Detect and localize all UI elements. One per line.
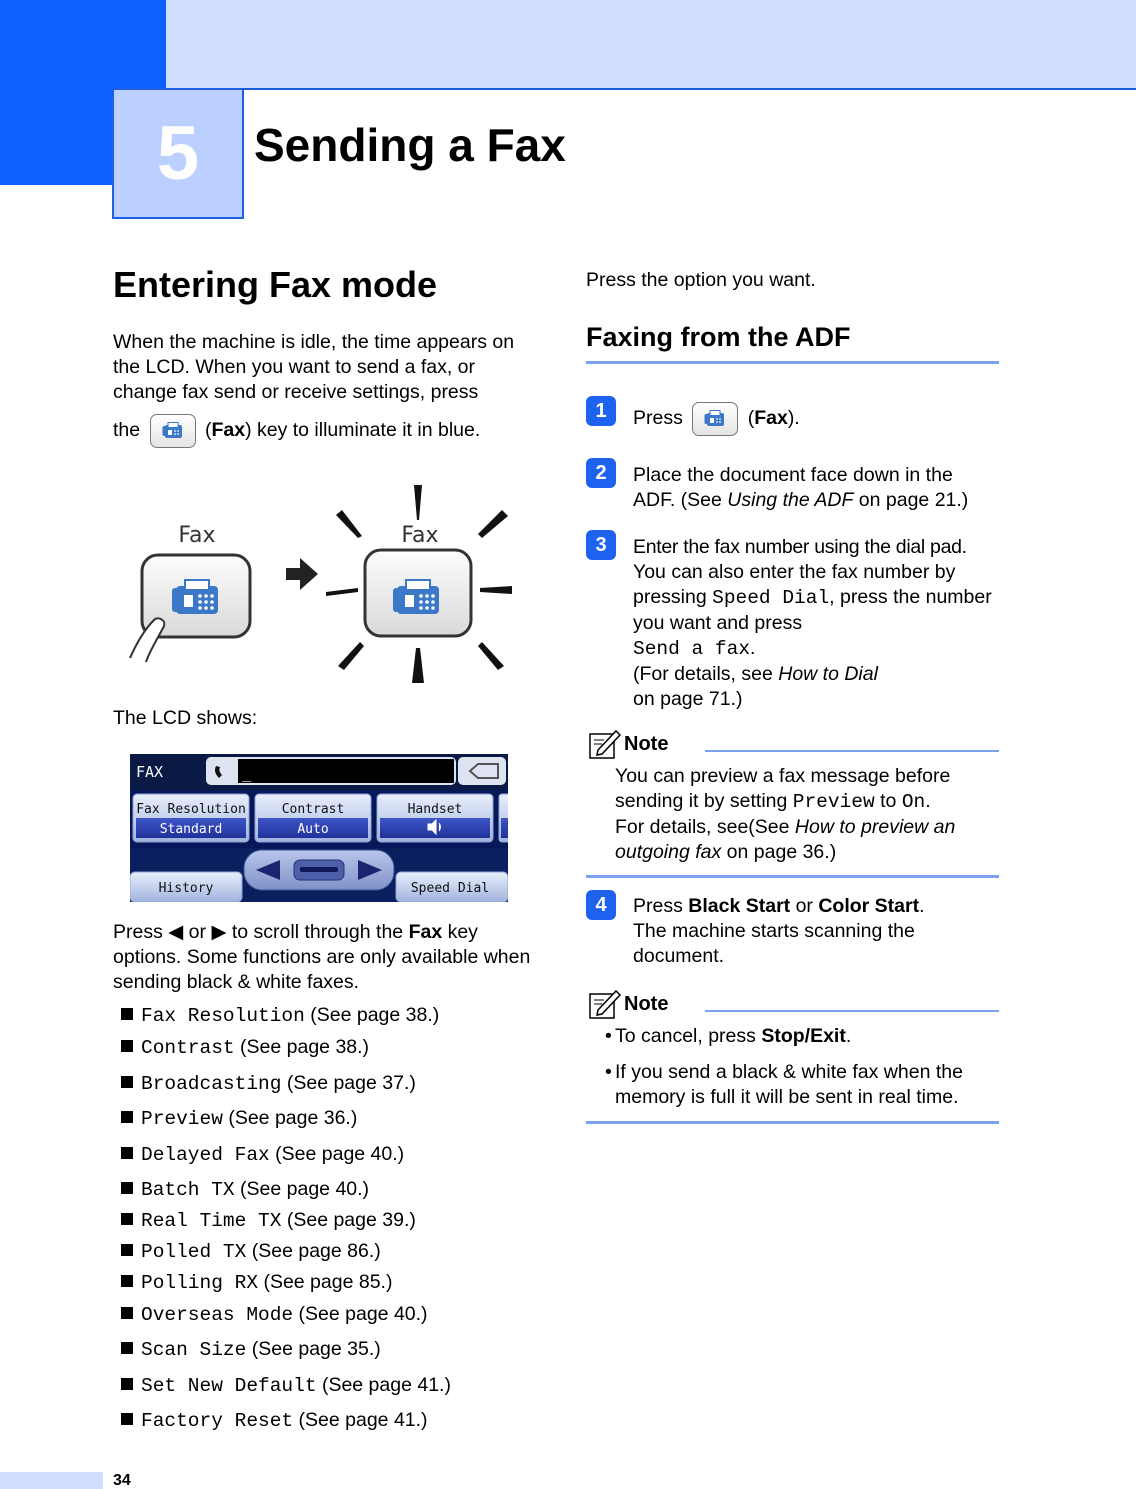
fax-key-icon — [692, 402, 738, 436]
step-4-number: 4 — [586, 890, 616, 920]
bullet-square-icon — [121, 1342, 133, 1354]
bullet-dot: • — [605, 1061, 612, 1083]
note-2-header: Note — [588, 988, 668, 1020]
step-3-text: Enter the fax number using the dial pad. You can also enter the fax number by pressing Speed Dial, press the number you want and press Send a fax. (For details, see How to Dial on page 71.) — [633, 536, 992, 710]
chapter-title: Sending a Fax — [254, 119, 566, 171]
chapter-number-box — [112, 88, 244, 219]
bullet-square-icon — [121, 1147, 133, 1159]
step-1-text: Press (Fax). — [633, 402, 998, 436]
list-item: Fax Resolution (See page 38.) — [121, 1004, 439, 1027]
scroll-paragraph: Press ◀ or ▶ to scroll through the Fax key options. Some functions are only available when sending black & white faxes. — [113, 921, 531, 993]
fax-label-right: Fax — [401, 523, 439, 548]
bullet-square-icon — [121, 1307, 133, 1319]
list-item: Overseas Mode (See page 40.) — [121, 1303, 428, 1326]
intro-the: the — [113, 419, 141, 442]
svg-text:Auto: Auto — [297, 822, 329, 837]
subsection-title: Faxing from the ADF — [586, 322, 851, 352]
step-4-text: Press Black Start or Color Start. The machine starts scanning the document. — [633, 895, 925, 967]
lcd-button-handset — [377, 794, 493, 842]
bullet-dot: • — [605, 1025, 612, 1047]
lcd-button-fax-resolution — [133, 794, 249, 842]
bullet-square-icon — [121, 1275, 133, 1287]
note-1-body: You can preview a fax message before sending it by setting Preview to On. For details, see(See How to preview an outgoing fax on page 36.) — [615, 765, 956, 863]
svg-text:Handset: Handset — [407, 802, 463, 817]
lcd-speed-dial-button: Speed Dial — [410, 881, 490, 896]
press-option-text: Press the option you want. — [586, 269, 816, 291]
bullet-square-icon — [121, 1076, 133, 1088]
section-title: Entering Fax mode — [113, 264, 438, 305]
list-item: Polled TX (See page 86.) — [121, 1240, 381, 1263]
fax-key-icon — [150, 414, 196, 448]
list-item: Factory Reset (See page 41.) — [121, 1409, 428, 1432]
chapter-number: 5 — [156, 111, 200, 196]
step-1-number: 1 — [586, 396, 616, 426]
bullet-square-icon — [121, 1244, 133, 1256]
list-item: Preview (See page 36.) — [121, 1107, 357, 1130]
bullet-square-icon — [121, 1008, 133, 1020]
bullet-square-icon — [121, 1040, 133, 1052]
note-2-bottom-rule — [586, 1121, 999, 1124]
page-number: 34 — [113, 1472, 131, 1489]
list-item: Broadcasting (See page 37.) — [121, 1072, 416, 1095]
list-item: Delayed Fax (See page 40.) — [121, 1143, 404, 1166]
header-rule — [166, 88, 1136, 90]
footer-bar — [0, 1472, 103, 1489]
note-2-rule — [705, 1010, 999, 1012]
note-1-rule — [705, 750, 999, 752]
list-item: Batch TX (See page 40.) — [121, 1178, 369, 1201]
intro-paragraph-2: the (Fax) key to illuminate it in blue. — [113, 414, 480, 448]
bullet-square-icon — [121, 1378, 133, 1390]
note-pencil-icon — [588, 988, 622, 1020]
svg-text:Standard: Standard — [159, 822, 223, 837]
list-item: Polling RX (See page 85.) — [121, 1271, 392, 1294]
lcd-cursor: _ — [242, 764, 252, 782]
list-item: Scan Size (See page 35.) — [121, 1338, 381, 1361]
subsection-rule — [586, 361, 999, 364]
bullet-square-icon — [121, 1182, 133, 1194]
right-triangle-icon: ▶ — [211, 921, 227, 943]
step-2-number: 2 — [586, 458, 616, 488]
lcd-history-button: History — [158, 881, 214, 896]
intro-paragraph: When the machine is idle, the time appears on the LCD. When you want to send a fax, or change fax send or receive settings, press — [113, 331, 515, 403]
lcd-mode-label: FAX — [136, 763, 164, 781]
step-2-text: Place the document face down in the ADF. (See Using the ADF on page 21.) — [633, 464, 969, 511]
note-1-bottom-rule — [586, 875, 999, 878]
fax-label-left: Fax — [178, 523, 216, 548]
svg-text:Contrast: Contrast — [281, 802, 345, 817]
bullet-square-icon — [121, 1413, 133, 1425]
lcd-screen — [130, 754, 508, 902]
list-item: Contrast (See page 38.) — [121, 1036, 369, 1059]
intro-fax-key: Fax — [211, 419, 246, 442]
svg-text:Fax Resolution: Fax Resolution — [136, 802, 246, 817]
header-light-band — [166, 0, 1136, 88]
bullet-square-icon — [121, 1213, 133, 1225]
lcd-button-contrast — [255, 794, 371, 842]
list-item: Real Time TX (See page 39.) — [121, 1209, 416, 1232]
note-pencil-icon — [588, 728, 622, 760]
list-item: Set New Default (See page 41.) — [121, 1374, 451, 1397]
step-3-number: 3 — [586, 530, 616, 560]
intro-tail: ) key to illuminate it in blue. — [245, 419, 481, 442]
left-triangle-icon: ◀ — [168, 921, 184, 943]
note-2-item-2: • If you send a black & white fax when the memory is full it will be sent in real time. — [605, 1061, 963, 1108]
fax-key-illustration — [120, 480, 520, 690]
note-2-item-1: • To cancel, press Stop/Exit. — [605, 1025, 852, 1047]
bullet-square-icon — [121, 1111, 133, 1123]
lcd-label: The LCD shows: — [113, 707, 258, 729]
note-1-header: Note — [588, 728, 668, 760]
arrow-icon — [286, 558, 318, 590]
